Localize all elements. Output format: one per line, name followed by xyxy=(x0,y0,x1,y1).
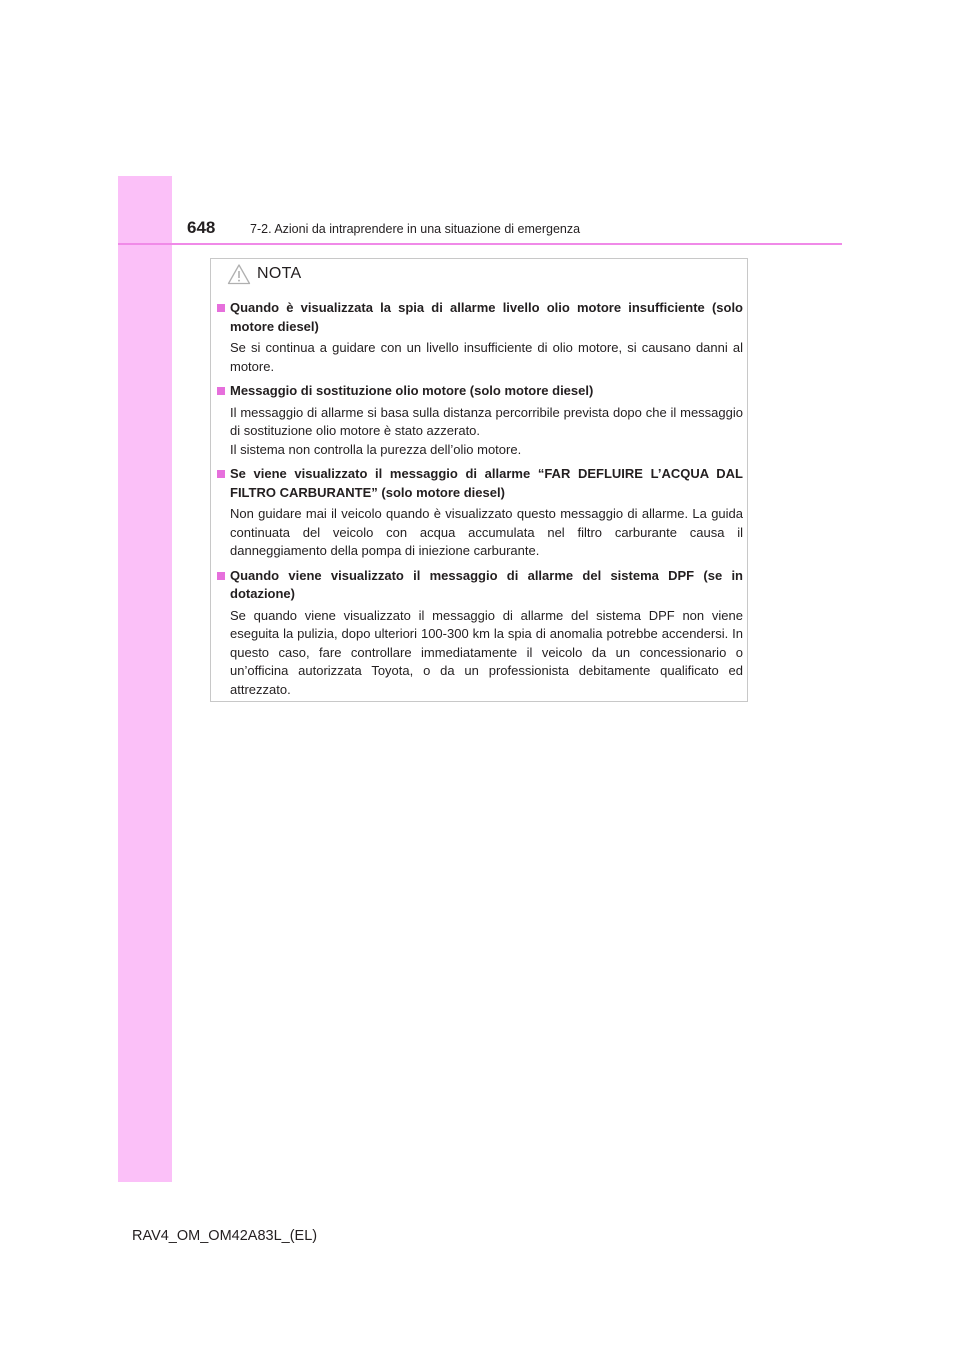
footer-document-code: RAV4_OM_OM42A83L_(EL) xyxy=(132,1228,318,1244)
square-bullet-icon xyxy=(217,470,225,478)
nota-heading xyxy=(227,259,301,289)
item-title: Messaggio di sostituzione olio motore (solo motore diesel) xyxy=(217,382,743,401)
nota-box xyxy=(210,258,748,702)
item-paragraph: Il sistema non controlla la purezza dell’olio motore. xyxy=(230,441,522,457)
item-body xyxy=(217,404,743,460)
item-paragraph: Non guidare mai il veicolo quando è visualizzato questo messaggio di allarme. La guida continuata del veicolo con acqua accumulata nel filtro carburante causa il danneggiamento della pompa di iniezione carburante. xyxy=(230,506,743,558)
square-bullet-icon xyxy=(217,304,225,312)
nota-item xyxy=(217,299,743,376)
nota-item xyxy=(217,567,743,700)
section-title: 7-2. Azioni da intraprendere in una situazione di emergenza xyxy=(250,222,581,236)
item-paragraph: Il messaggio di allarme si basa sulla distanza percorribile prevista dopo che il messaggio di sostituzione olio motore è stato azzerato. xyxy=(230,404,743,438)
warning-triangle-icon xyxy=(227,263,251,285)
item-paragraph: Se si continua a guidare con un livello insufficiente di olio motore, si causano danni al motore. xyxy=(230,340,743,374)
nota-item xyxy=(217,465,743,561)
item-title: Se viene visualizzato il messaggio di allarme “FAR DEFLUIRE L’ACQUA DAL FILTRO CARBURANTE” (solo motore diesel) xyxy=(217,465,743,502)
nota-body xyxy=(217,299,743,705)
item-paragraph: Se quando viene visualizzato il messaggio di allarme del sistema DPF non viene eseguita la pulizia, dopo ulteriori 100-300 km la spia di anomalia potrebbe accendersi. In questo caso, fare controllare immediatamente il veicolo da un concessionario o un’officina autorizzata Toyota, o da un professionista debitamente qualificato ed attrezzato. xyxy=(230,607,743,697)
nota-label: NOTA xyxy=(257,265,302,282)
item-body xyxy=(217,339,743,376)
item-title: Quando è visualizzata la spia di allarme livello olio motore insufficiente (solo motore diesel) xyxy=(217,299,743,336)
square-bullet-icon xyxy=(217,572,225,580)
square-bullet-icon xyxy=(217,387,225,395)
item-title: Quando viene visualizzato il messaggio di allarme del sistema DPF (se in dotazione) xyxy=(217,567,743,604)
item-body xyxy=(217,607,743,700)
nota-item xyxy=(217,382,743,459)
item-body xyxy=(217,505,743,561)
header-rule xyxy=(118,243,842,245)
page-number: 648 xyxy=(187,218,216,237)
side-color-band xyxy=(118,176,172,1182)
